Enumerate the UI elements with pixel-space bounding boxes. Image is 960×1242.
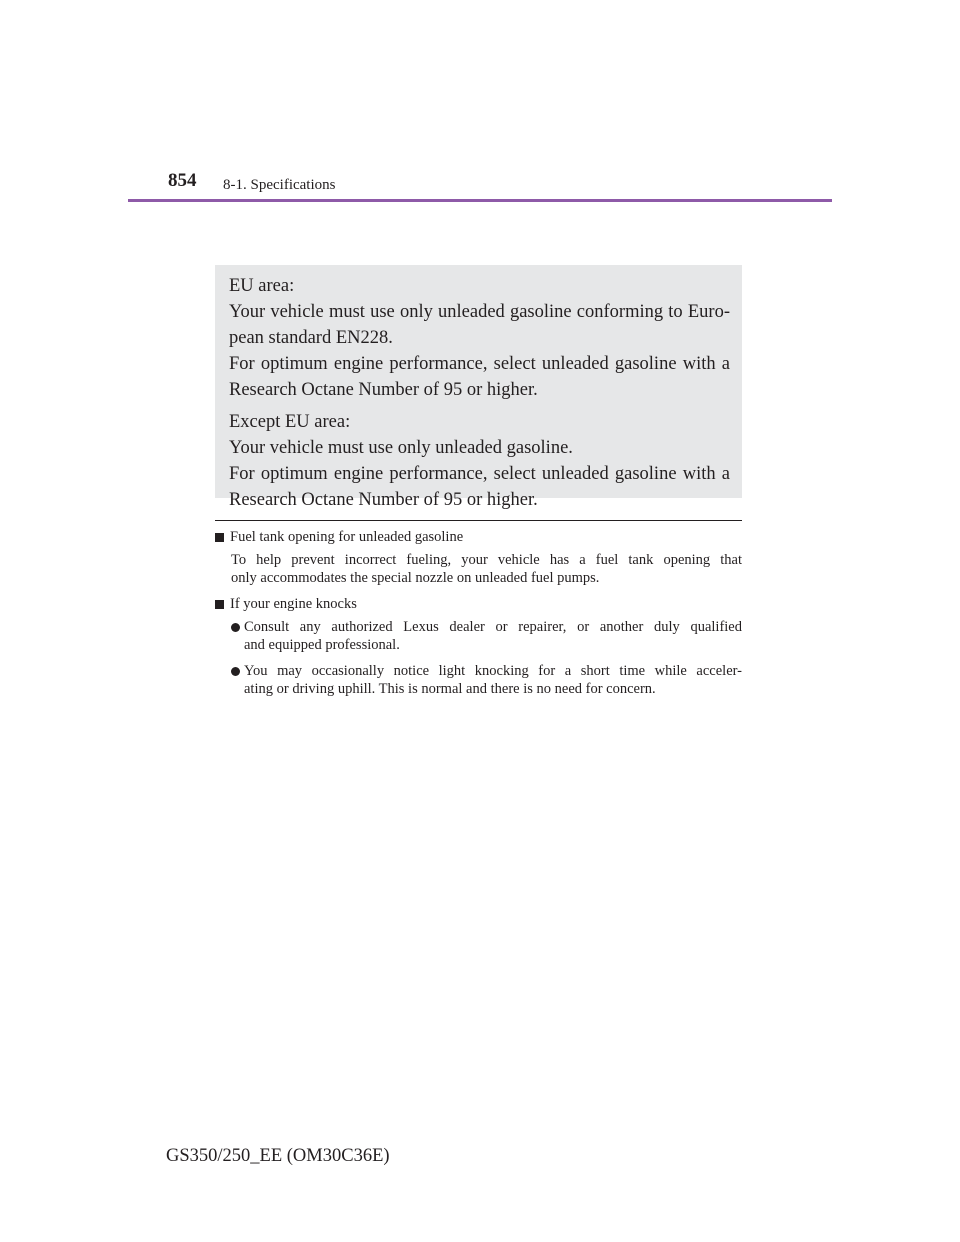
- eu-area-line: pean standard EN228.: [229, 328, 393, 348]
- bullet-item: [215, 618, 742, 654]
- except-eu-area-line: Your vehicle must use only unleaded gasoline.: [229, 438, 573, 458]
- note-line: only accommodates the special nozzle on unleaded fuel pumps.: [231, 570, 600, 586]
- square-bullet-icon: [215, 533, 224, 542]
- header-divider: [128, 199, 832, 202]
- eu-area-heading: EU area:: [229, 276, 295, 296]
- note-heading-engine-knocks: [215, 595, 742, 613]
- bullet-line: ating or driving uphill. This is normal and there is no need for concern.: [244, 681, 656, 697]
- fuel-requirements-box: [215, 265, 742, 510]
- square-bullet-icon: [215, 600, 224, 609]
- bullet-text: [244, 662, 742, 698]
- eu-area-line: Your vehicle must use only unleaded gasoline conforming to Euro-: [229, 302, 730, 322]
- eu-area-line: Research Octane Number of 95 or higher.: [229, 380, 538, 400]
- bullet-line: Consult any authorized Lexus dealer or repairer, or another duly qualified: [244, 619, 742, 635]
- except-eu-area-line: For optimum engine performance, select unleaded gasoline with a: [229, 464, 730, 484]
- eu-area-line: For optimum engine performance, select unleaded gasoline with a: [229, 354, 730, 374]
- bullet-text: [244, 618, 742, 654]
- note-body-fuel-tank: [215, 551, 742, 587]
- bullet-item: [215, 662, 742, 698]
- bullet-line: You may occasionally notice light knocking for a short time while acceler-: [244, 663, 742, 679]
- bullet-line: and equipped professional.: [244, 637, 400, 653]
- footer-model-code: GS350/250_EE (OM30C36E): [166, 1146, 390, 1166]
- page-number: 854: [168, 170, 197, 191]
- notes-section: [215, 528, 742, 706]
- except-eu-area-heading: Except EU area:: [229, 412, 351, 432]
- except-eu-area-block: [229, 409, 730, 513]
- note-line: To help prevent incorrect fueling, your vehicle has a fuel tank opening that: [231, 552, 742, 568]
- notes-divider: [215, 520, 742, 521]
- round-bullet-icon: [231, 623, 240, 632]
- note-heading-fuel-tank: [215, 528, 742, 546]
- page-header: [0, 0, 960, 204]
- section-title: 8-1. Specifications: [223, 177, 336, 193]
- note-heading-text: If your engine knocks: [230, 596, 357, 612]
- eu-area-block: [229, 273, 730, 403]
- round-bullet-icon: [231, 667, 240, 676]
- note-heading-text: Fuel tank opening for unleaded gasoline: [230, 529, 464, 545]
- except-eu-area-line: Research Octane Number of 95 or higher.: [229, 490, 538, 510]
